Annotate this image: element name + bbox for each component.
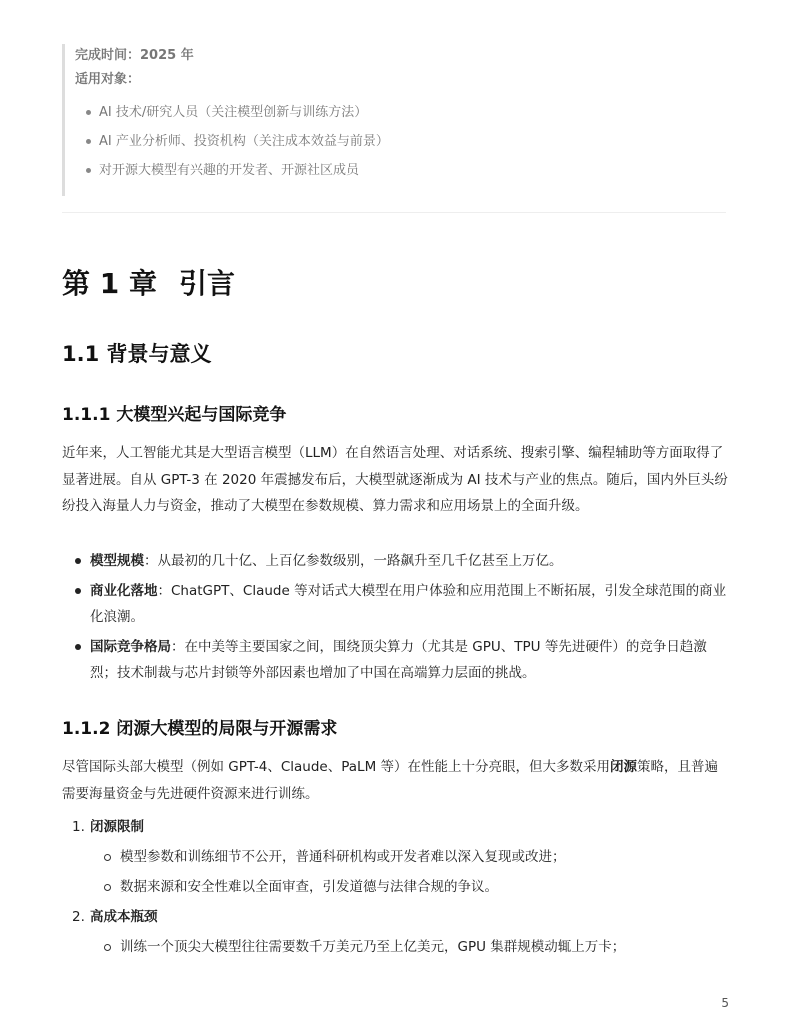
list-item-label: 商业化落地 <box>90 583 158 599</box>
subsection-heading-1: 1.1.1 大模型兴起与国际竞争 <box>62 405 287 425</box>
item-number: 1. <box>72 819 85 835</box>
audience-label: 适用对象： <box>75 72 141 87</box>
sub-list <box>90 844 728 900</box>
sub-list-item: 模型参数和训练细节不公开，普通科研机构或开发者难以深入复现或改进； <box>90 844 728 870</box>
sub-list <box>90 934 728 960</box>
sub-list-item: 数据来源和安全性难以全面审查，引发道德与法律合规的争议。 <box>90 874 728 900</box>
list-item-text: ：在中美等主要国家之间，围绕顶尖算力（尤其是 GPU、TPU 等先进硬件）的竞争日趋激烈；技术制裁与芯片封锁等外部因素也增加了中国在高端算力层面的挑战。 <box>90 639 707 681</box>
list-item-label: 模型规模 <box>90 553 144 569</box>
chapter-title: 引言 <box>178 267 235 300</box>
item-label: 闭源限制 <box>90 819 144 835</box>
list-item-text: ：ChatGPT、Claude 等对话式大模型在用户体验和应用范围上不断拓展，引发全球范围的商业化浪潮。 <box>90 583 727 625</box>
paragraph-text: 策略，且普遍需要海量资金与先进硬件资源来进行训练。 <box>62 759 719 802</box>
numbered-list <box>62 814 728 964</box>
item-label: 高成本瓶颈 <box>90 909 158 925</box>
bullet-list-1 <box>62 548 728 690</box>
audience-item: AI 产业分析师、投资机构（关注成本效益与前景） <box>99 127 722 156</box>
intro-blockquote <box>62 44 722 196</box>
chapter-number: 第 1 章 <box>62 267 157 300</box>
divider <box>62 212 726 213</box>
list-item-label: 国际竞争格局 <box>90 639 171 655</box>
list-item <box>62 548 728 574</box>
paragraph-1: 近年来，人工智能尤其是大型语言模型（LLM）在自然语言处理、对话系统、搜索引擎、编程辅助等方面取得了显著进展。自从 GPT-3 在 2020 年震撼发布后，大模型就逐渐成为 AI 技术与产业的焦点。随后，国内外巨头纷纷投入海量人力与资金，推动了大模型在参数规模、算力需求和应用场景上的全面升级。 <box>62 445 728 514</box>
list-item <box>62 578 728 630</box>
completion-time: 完成时间：2025 年 <box>75 48 194 63</box>
numbered-item <box>62 904 728 960</box>
audience-list <box>75 98 722 185</box>
paragraph-text: 尽管国际头部大模型（例如 GPT-4、Claude、PaLM 等）在性能上十分亮眼，但大多数采用 <box>62 759 611 775</box>
list-item <box>62 634 728 686</box>
numbered-item <box>62 814 728 900</box>
paragraph-2 <box>62 754 728 807</box>
paragraph-bold: 闭源 <box>610 759 638 775</box>
audience-item: AI 技术/研究人员（关注模型创新与训练方法） <box>99 98 722 127</box>
subsection-heading-2: 1.1.2 闭源大模型的局限与开源需求 <box>62 719 338 739</box>
list-item-text: ：从最初的几十亿、上百亿参数级别，一路飙升至几千亿甚至上万亿。 <box>144 553 563 569</box>
chapter-heading <box>62 262 235 302</box>
audience-item: 对开源大模型有兴趣的开发者、开源社区成员 <box>99 156 722 185</box>
section-heading: 1.1 背景与意义 <box>62 342 212 366</box>
page-number: 5 <box>721 996 729 1010</box>
sub-list-item: 训练一个顶尖大模型往往需要数千万美元乃至上亿美元，GPU 集群规模动辄上万卡； <box>90 934 728 960</box>
item-number: 2. <box>72 909 85 925</box>
